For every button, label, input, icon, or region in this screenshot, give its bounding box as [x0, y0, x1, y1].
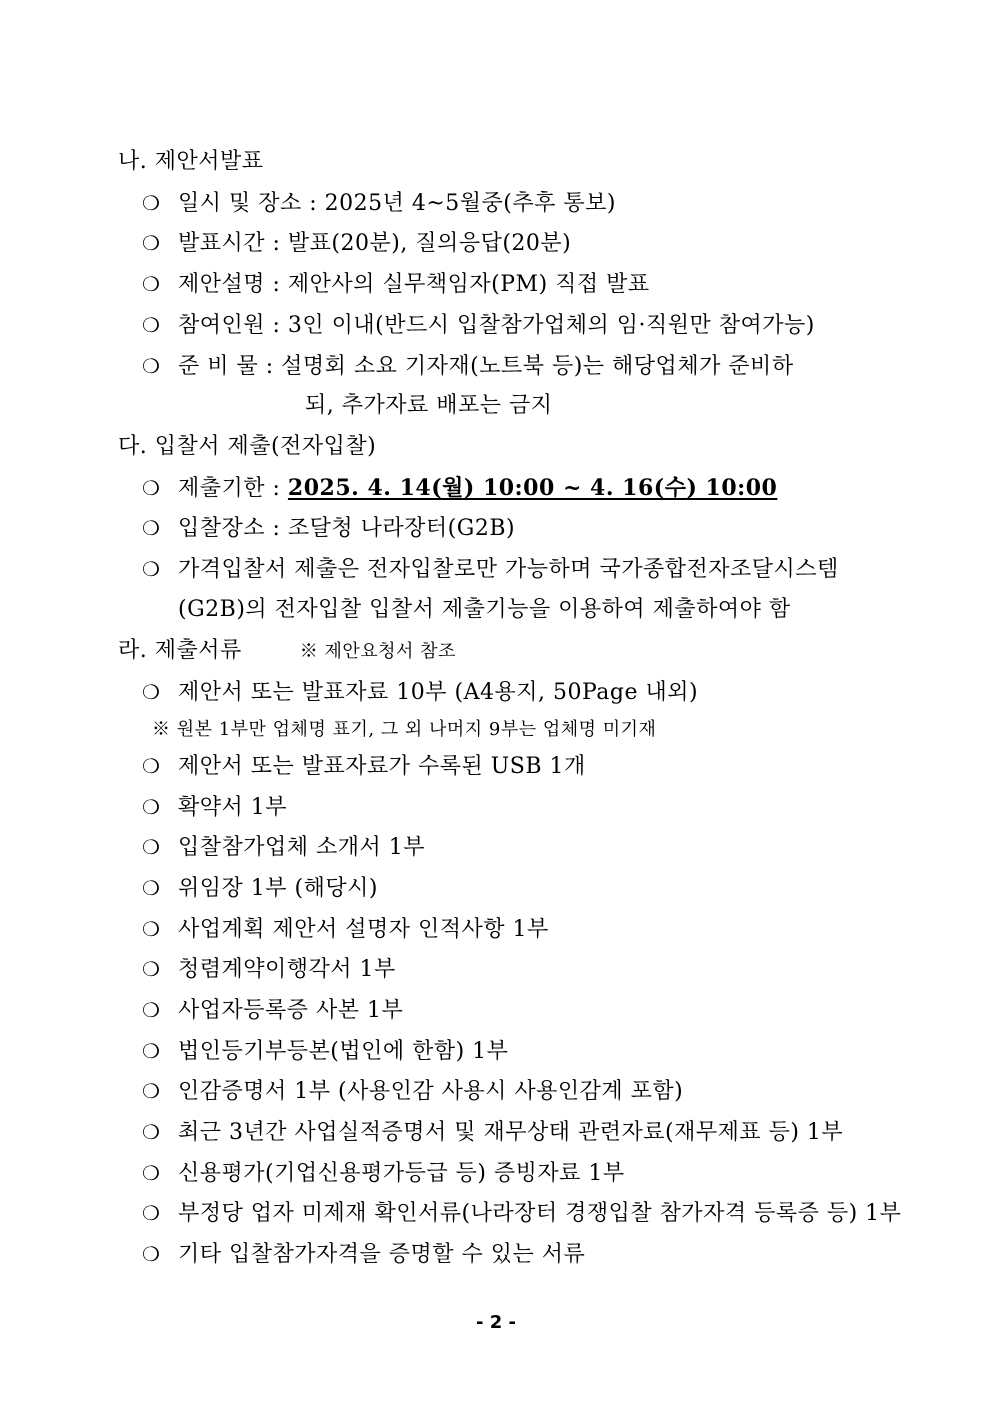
- circle-bullet-icon: ❍: [142, 313, 161, 337]
- list-item: [142, 474, 777, 503]
- list-item: [142, 270, 650, 299]
- circle-bullet-icon: ❍: [142, 1201, 161, 1225]
- item-text: 위임장 1부 (해당시): [178, 876, 378, 901]
- section-heading-ra: [118, 637, 456, 666]
- item-text: 사업자등록증 사본 1부: [178, 998, 404, 1023]
- list-item: [142, 1240, 585, 1269]
- circle-bullet-icon: ❍: [142, 754, 161, 778]
- deadline-value: 2025. 4. 14(월) 10:00 ~ 4. 16(수) 10:00: [287, 475, 778, 501]
- circle-bullet-icon: ❍: [142, 476, 161, 500]
- list-item: [142, 833, 425, 862]
- list-item: [142, 1077, 683, 1106]
- item-text: 부정당 업자 미제재 확인서류(나라장터 경쟁입찰 참가자격 등록증 등) 1부: [178, 1201, 902, 1226]
- list-item: [142, 555, 839, 584]
- circle-bullet-icon: ❍: [142, 272, 161, 296]
- list-item: [142, 1159, 625, 1188]
- item-text: 청렴계약이행각서 1부: [178, 957, 396, 982]
- list-item: [142, 1037, 508, 1066]
- list-item: [142, 352, 794, 381]
- item-text: 일시 및 장소 : 2025년 4~5월중(추후 통보): [178, 191, 616, 216]
- item-text: 제안서 또는 발표자료 10부 (A4용지, 50Page 내외): [178, 680, 699, 705]
- circle-bullet-icon: ❍: [142, 1242, 161, 1266]
- item-text: 준 비 물 : 설명회 소요 기자재(노트북 등)는 해당업체가 준비하: [178, 354, 794, 379]
- list-item: [142, 874, 378, 903]
- list-item: [142, 793, 287, 822]
- list-item: [142, 955, 396, 984]
- item-text: 입찰참가업체 소개서 1부: [178, 835, 426, 860]
- circle-bullet-icon: ❍: [142, 795, 161, 819]
- item-text: 발표시간 : 발표(20분), 질의응답(20분): [178, 231, 572, 256]
- circle-bullet-icon: ❍: [142, 876, 161, 900]
- circle-bullet-icon: ❍: [142, 516, 161, 540]
- circle-bullet-icon: ❍: [142, 557, 161, 581]
- item-text: 최근 3년간 사업실적증명서 및 재무상태 관련자료(재무제표 등) 1부: [178, 1120, 844, 1145]
- circle-bullet-icon: ❍: [142, 1079, 161, 1103]
- item-text: 인감증명서 1부 (사용인감 사용시 사용인감계 포함): [178, 1079, 684, 1104]
- item-text: 가격입찰서 제출은 전자입찰로만 가능하며 국가종합전자조달시스템: [178, 557, 839, 582]
- deadline-label: 제출기한 :: [178, 476, 288, 501]
- sub-note: ※ 원본 1부만 업체명 표기, 그 외 나머지 9부는 업체명 미기재: [152, 719, 657, 740]
- page-number: - 2 -: [476, 1312, 516, 1333]
- section-heading-na: 나. 제안서발표: [118, 149, 264, 174]
- list-item: [142, 1199, 901, 1228]
- item-text: 제안서 또는 발표자료가 수록된 USB 1개: [178, 754, 586, 779]
- circle-bullet-icon: ❍: [142, 680, 161, 704]
- list-item: [142, 752, 586, 781]
- section-heading-da: 다. 입찰서 제출(전자입찰): [118, 434, 377, 459]
- item-continuation: 되, 추가자료 배포는 금지: [305, 393, 553, 418]
- list-item: [142, 915, 549, 944]
- circle-bullet-icon: ❍: [142, 998, 161, 1022]
- section-title: 라. 제출서류: [118, 638, 242, 663]
- circle-bullet-icon: ❍: [142, 191, 161, 215]
- item-text: 신용평가(기업신용평가등급 등) 증빙자료 1부: [178, 1161, 625, 1186]
- list-item: [142, 229, 571, 258]
- reference-note: ※ 제안요청서 참조: [299, 641, 456, 662]
- circle-bullet-icon: ❍: [142, 1120, 161, 1144]
- list-item: [142, 678, 698, 707]
- list-item: [142, 189, 616, 218]
- item-text: 제안설명 : 제안사의 실무책임자(PM) 직접 발표: [178, 272, 650, 297]
- list-item: [142, 996, 403, 1025]
- circle-bullet-icon: ❍: [142, 354, 161, 378]
- item-text: 확약서 1부: [178, 795, 287, 820]
- item-text: 기타 입찰참가자격을 증명할 수 있는 서류: [178, 1242, 586, 1267]
- item-text: 사업계획 제안서 설명자 인적사항 1부: [178, 917, 549, 942]
- list-item: [142, 311, 815, 340]
- circle-bullet-icon: ❍: [142, 1161, 161, 1185]
- item-text: 법인등기부등본(법인에 한함) 1부: [178, 1039, 509, 1064]
- circle-bullet-icon: ❍: [142, 1039, 161, 1063]
- circle-bullet-icon: ❍: [142, 835, 161, 859]
- circle-bullet-icon: ❍: [142, 231, 161, 255]
- item-continuation: (G2B)의 전자입찰 입찰서 제출기능을 이용하여 제출하여야 함: [178, 597, 791, 622]
- circle-bullet-icon: ❍: [142, 917, 161, 941]
- list-item: [142, 1118, 843, 1147]
- list-item: [142, 514, 515, 543]
- item-text: 참여인원 : 3인 이내(반드시 입찰참가업체의 임·직원만 참여가능): [178, 313, 815, 338]
- circle-bullet-icon: ❍: [142, 957, 161, 981]
- item-text: 입찰장소 : 조달청 나라장터(G2B): [178, 516, 516, 541]
